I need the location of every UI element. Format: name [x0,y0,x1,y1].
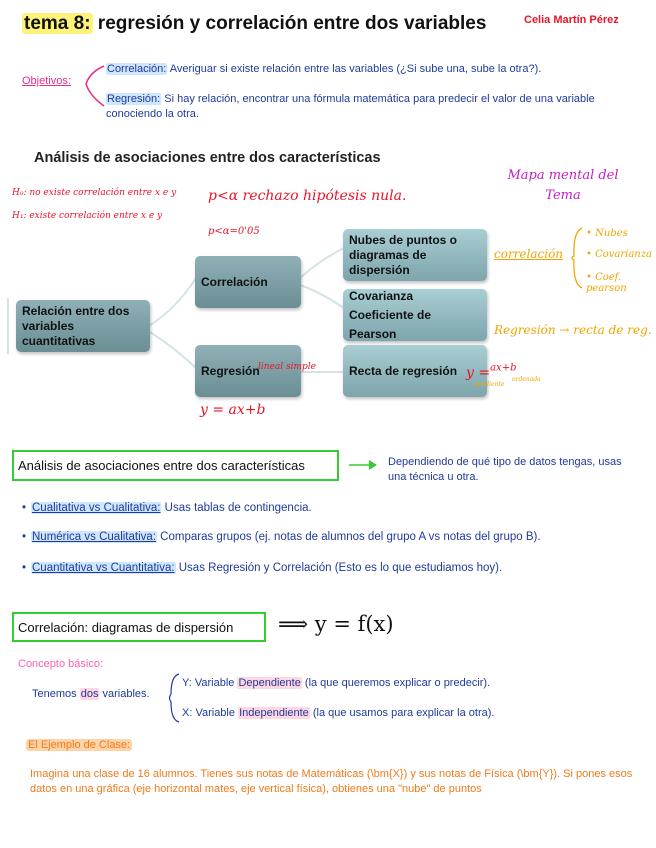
tenemos-b: variables. [99,688,150,700]
title-prefix: tema 8: [24,13,91,34]
variable-x-hl: Independiente [239,707,309,719]
example-label-text: El Ejemplo de Clase: [28,739,131,751]
note-pendiente: pendiente [474,381,505,388]
note-lineal-simple: lineal simple [258,362,316,372]
list-item [31,562,502,574]
tenemos-dos: dos [80,688,99,700]
note-p-rule: p<α rechazo hipótesis nula. [208,188,407,204]
note-eq-recta [466,362,516,381]
node-nubes-label: Nubes de puntos o diagramas de dispersión [349,232,457,277]
section2-box: Análisis de asociaciones entre dos características [12,450,339,481]
variable-x-a: X: Variable [182,707,239,719]
node-covarianza-pearson [343,289,487,341]
note-reg-label: Regresión → recta de reg. [494,323,652,337]
node-correlacion [195,256,301,308]
tenemos-a: Tenemos [32,688,80,700]
objective-term: Regresión: [107,93,161,105]
node-pearson-label: Coeficiente de Pearson [349,307,432,341]
bullet-text: Comparas grupos (ej. notas de alumnos del grupo A vs notas del grupo B). [156,531,541,543]
author-name: Celia Martín Pérez [524,14,619,26]
tenemos-line [32,688,150,700]
node-nubes [343,229,487,281]
variable-y-b: (la que queremos explicar o predecir). [301,677,491,689]
objective-regresion [106,92,626,122]
node-root-label: Relación entre dos variables cuantitativas [22,303,130,348]
objective-term: Correlación: [107,63,167,75]
title-rest: regresión y correlación entre dos variables [92,13,487,34]
note-h0: H₀: no existe correlación entre x e y [12,188,177,198]
objectives-brace [82,62,106,112]
note-eq-regresion: y = ax+b [200,402,266,418]
section3-formula: ⟹ y = f(x) [278,612,394,636]
page-title [22,13,486,35]
section2-note: Dependiendo de qué tipo de datos tengas, usas una técnica u otra. [388,456,622,483]
variables-brace [166,672,182,724]
note-corr-item-nubes: • Nubes [586,228,628,239]
node-covarianza-label: Covarianza [349,288,414,303]
note-h1: H₁: existe correlación entre x e y [12,211,163,221]
objective-text: Averiguar si existe relación entre las variables (¿Si sube una, sube la otra?). [167,63,542,75]
note-corr-label: correlación [494,247,564,261]
arrow-right-icon [347,458,381,472]
variable-y-a: Y: Variable [182,677,238,689]
note-corr-item-pearson: • Coef. pearson [586,272,627,294]
bullet-term: Cuantitativa vs Cuantitativa: [32,562,175,574]
variable-x-b: (la que usamos para explicar la otra). [309,707,495,719]
note-eq-recta-main: y = [466,365,491,381]
node-regresion-label: Regresión [201,364,260,378]
section3-box: Correlación: diagramas de dispersión [12,612,266,642]
bullet-term: Cualitativa vs Cualitativa: [32,502,161,514]
bullet-text: Usas tablas de contingencia. [161,502,312,514]
objective-correlacion [106,63,636,75]
concept-label: Concepto básico: [18,658,103,670]
mindmap-title: Análisis de asociaciones entre dos características [34,150,381,166]
variable-x [182,707,494,719]
example-label [26,739,132,751]
node-recta-label: Recta de regresión [349,364,458,378]
node-root [16,300,150,352]
example-text: Imagina una clase de 16 alumnos. Tienes sus notas de Matemáticas (\bm{X}) y sus notas de Física (\bm{Y}). Si pones esos datos en una gráfica (eje horizontal mates, eje vertical física), obtienes una "nube" de puntos [30,768,633,795]
note-corr-brace [568,226,586,290]
bullet-term: Numérica vs Cualitativa: [32,531,156,543]
variable-y [182,677,490,689]
variable-y-hl: Dependiente [238,677,301,689]
objectives-label: Objetivos: [22,75,71,87]
bullet-text: Usas Regresión y Correlación (Esto es lo que estudiamos hoy). [175,562,503,574]
note-eq-recta-small: ax+b [490,362,517,374]
objective-text: Si hay relación, encontrar una fórmula matemática para predecir el valor de una variable conociendo la otra. [106,93,595,120]
note-ordenada: ordenada [512,376,541,383]
node-correlacion-label: Correlación [201,275,268,289]
note-mapa-title: Mapa mental del Tema [507,168,619,203]
list-item [31,502,312,514]
note-corr-item-cov: • Covarianza [586,249,652,260]
list-item [31,531,541,543]
note-alpha: p<α=0'05 [208,226,260,237]
